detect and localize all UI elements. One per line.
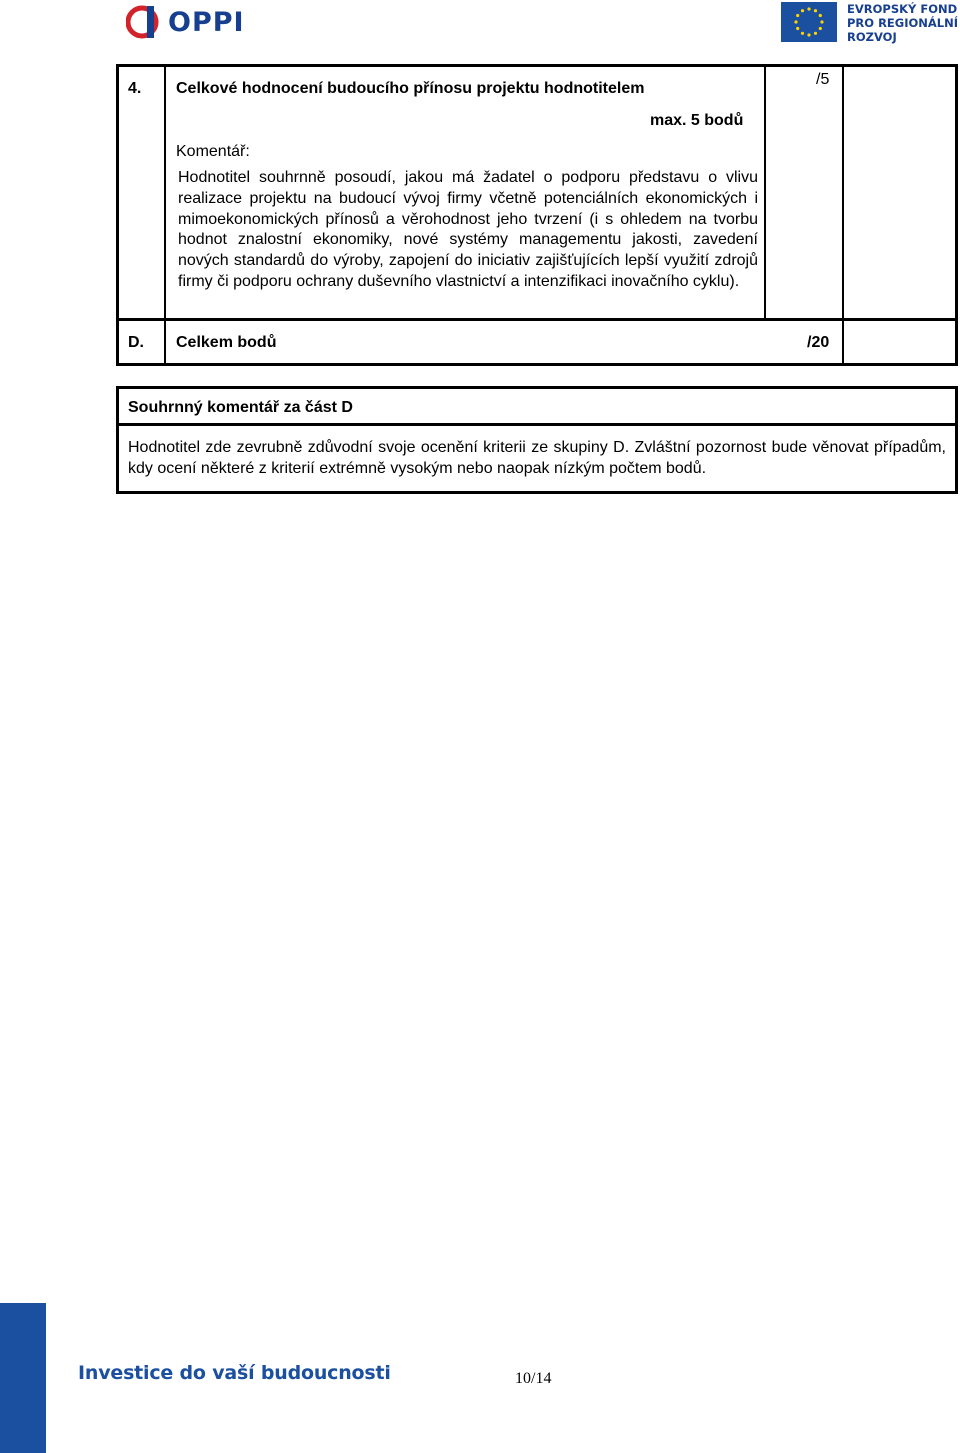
criterion-max-points: max. 5 bodů xyxy=(650,112,744,129)
footer-slogan: Investice do vaší budoucnosti xyxy=(78,1362,391,1384)
total-label: Celkem bodů xyxy=(176,334,277,351)
eu-flag-icon xyxy=(781,2,837,42)
criterion-score: /5 xyxy=(816,71,830,88)
erdf-logo xyxy=(781,2,958,44)
criterion-title: Celkové hodnocení budoucího přínosu projektu hodnotitelem xyxy=(176,80,645,97)
criteria-table xyxy=(116,64,958,366)
criterion-number: 4. xyxy=(128,80,142,97)
criterion-description: Hodnotitel souhrnně posoudí, jakou má žadatel o podporu představu o vlivu realizace projektu na budoucí vývoj firmy včetně potenciálních ekonomických i mimoekonomických přínosů a věrohodnost jeho tvrzení (i s ohledem na tvorbu hodnot znalostní ekonomiky, nové systémy managementu jakosti, zavedení nových standardů do výroby, zapojení do iniciativ zajišťujících lepší využití zdrojů firmy či podporu ochrany duševního vlastnictví a intenzifikaci inovačního cyklu). xyxy=(178,169,758,290)
table-divider xyxy=(764,67,766,318)
summary-heading: Souhrnný komentář za část D xyxy=(128,399,353,416)
erdf-line-2: PRO REGIONÁLNÍ xyxy=(847,16,959,30)
erdf-line-3: ROZVOJ xyxy=(847,30,897,44)
total-letter: D. xyxy=(128,334,144,351)
page-number: 10/14 xyxy=(515,1370,552,1387)
summary-divider xyxy=(119,423,955,426)
row-divider xyxy=(119,318,955,321)
summary-text: Hodnotitel zde zevrubně zdůvodní svoje ocenění kriterii ze skupiny D. Zvláštní pozornost bude věnovat případům, kdy ocení některé z kriterií extrémně vysokým nebo naopak nízkým počtem bodů. xyxy=(128,439,946,477)
footer-accent-bar xyxy=(0,1303,46,1453)
oppi-logo-text: OPPI xyxy=(168,6,245,38)
oppi-logo-icon xyxy=(126,2,166,42)
total-score: /20 xyxy=(807,334,830,351)
summary-table xyxy=(116,386,958,494)
erdf-line-1: EVROPSKÝ FOND xyxy=(847,2,958,16)
comment-label: Komentář: xyxy=(176,143,250,160)
oppi-logo xyxy=(126,0,245,44)
erdf-logo-text xyxy=(847,2,958,44)
